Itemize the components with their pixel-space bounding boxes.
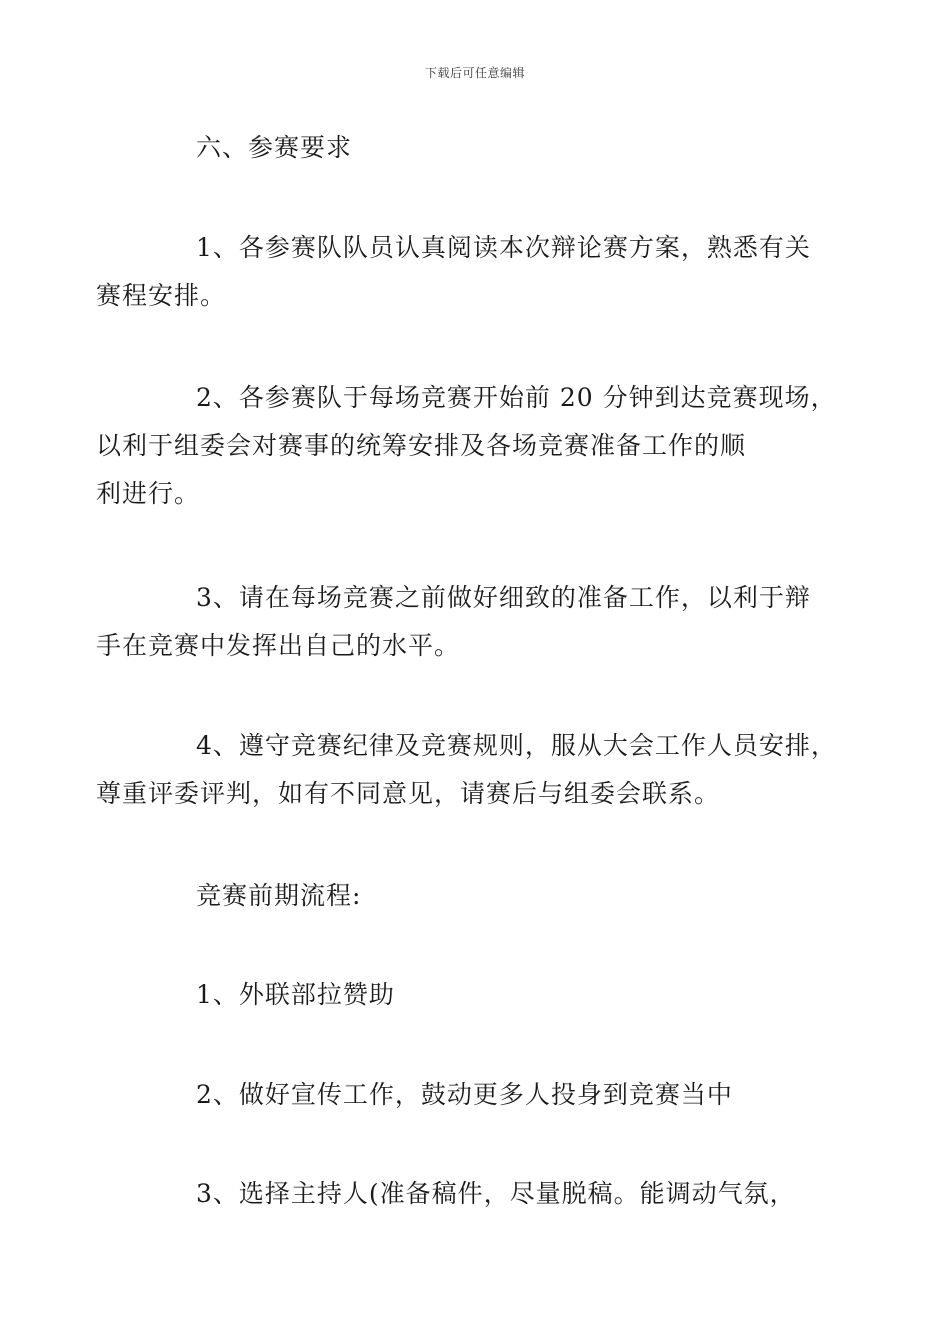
section-heading-text: 六、参赛要求 <box>196 133 353 162</box>
requirement-item-1-line-1: 1、各参赛队队员认真阅读本次辩论赛方案，熟悉有关 <box>196 233 811 262</box>
requirement-item-1-line-2: 赛程安排。 <box>96 281 227 310</box>
requirement-item-3-line-2: 手在竞赛中发挥出自己的水平。 <box>96 631 461 660</box>
process-step-3 <box>146 1170 836 1218</box>
process-step-2-text: 2、做好宣传工作，鼓动更多人投身到竞赛当中 <box>196 1080 733 1109</box>
section-heading <box>146 124 836 172</box>
requirement-item-3-line-1: 3、请在每场竞赛之前做好细致的准备工作，以利于辩 <box>196 583 811 612</box>
process-heading-text: 竞赛前期流程: <box>196 881 362 910</box>
requirement-item-2-line-3: 利进行。 <box>96 479 201 508</box>
requirement-item-2-line-1: 2、各参赛队于每场竞赛开始前 20 分钟到达竞赛现场， <box>196 383 837 412</box>
requirement-item-1 <box>96 224 836 320</box>
page-header: 下载后可任意编辑 <box>424 66 525 80</box>
requirement-item-4 <box>96 722 837 818</box>
process-step-1 <box>146 971 836 1019</box>
process-step-1-text: 1、外联部拉赞助 <box>196 980 395 1009</box>
requirement-item-4-line-1: 4、遵守竞赛纪律及竞赛规则，服从大会工作人员安排， <box>196 731 837 760</box>
requirement-item-3 <box>96 574 836 670</box>
process-step-3-text: 3、选择主持人(准备稿件，尽量脱稿。能调动气氛， <box>196 1179 796 1208</box>
requirement-item-4-line-2: 尊重评委评判，如有不同意见，请赛后与组委会联系。 <box>96 779 721 808</box>
process-heading <box>146 872 836 920</box>
requirement-item-2 <box>96 374 837 518</box>
process-step-2 <box>146 1071 836 1119</box>
requirement-item-2-line-2: 以利于组委会对赛事的统筹安排及各场竞赛准备工作的顺 <box>96 431 747 460</box>
